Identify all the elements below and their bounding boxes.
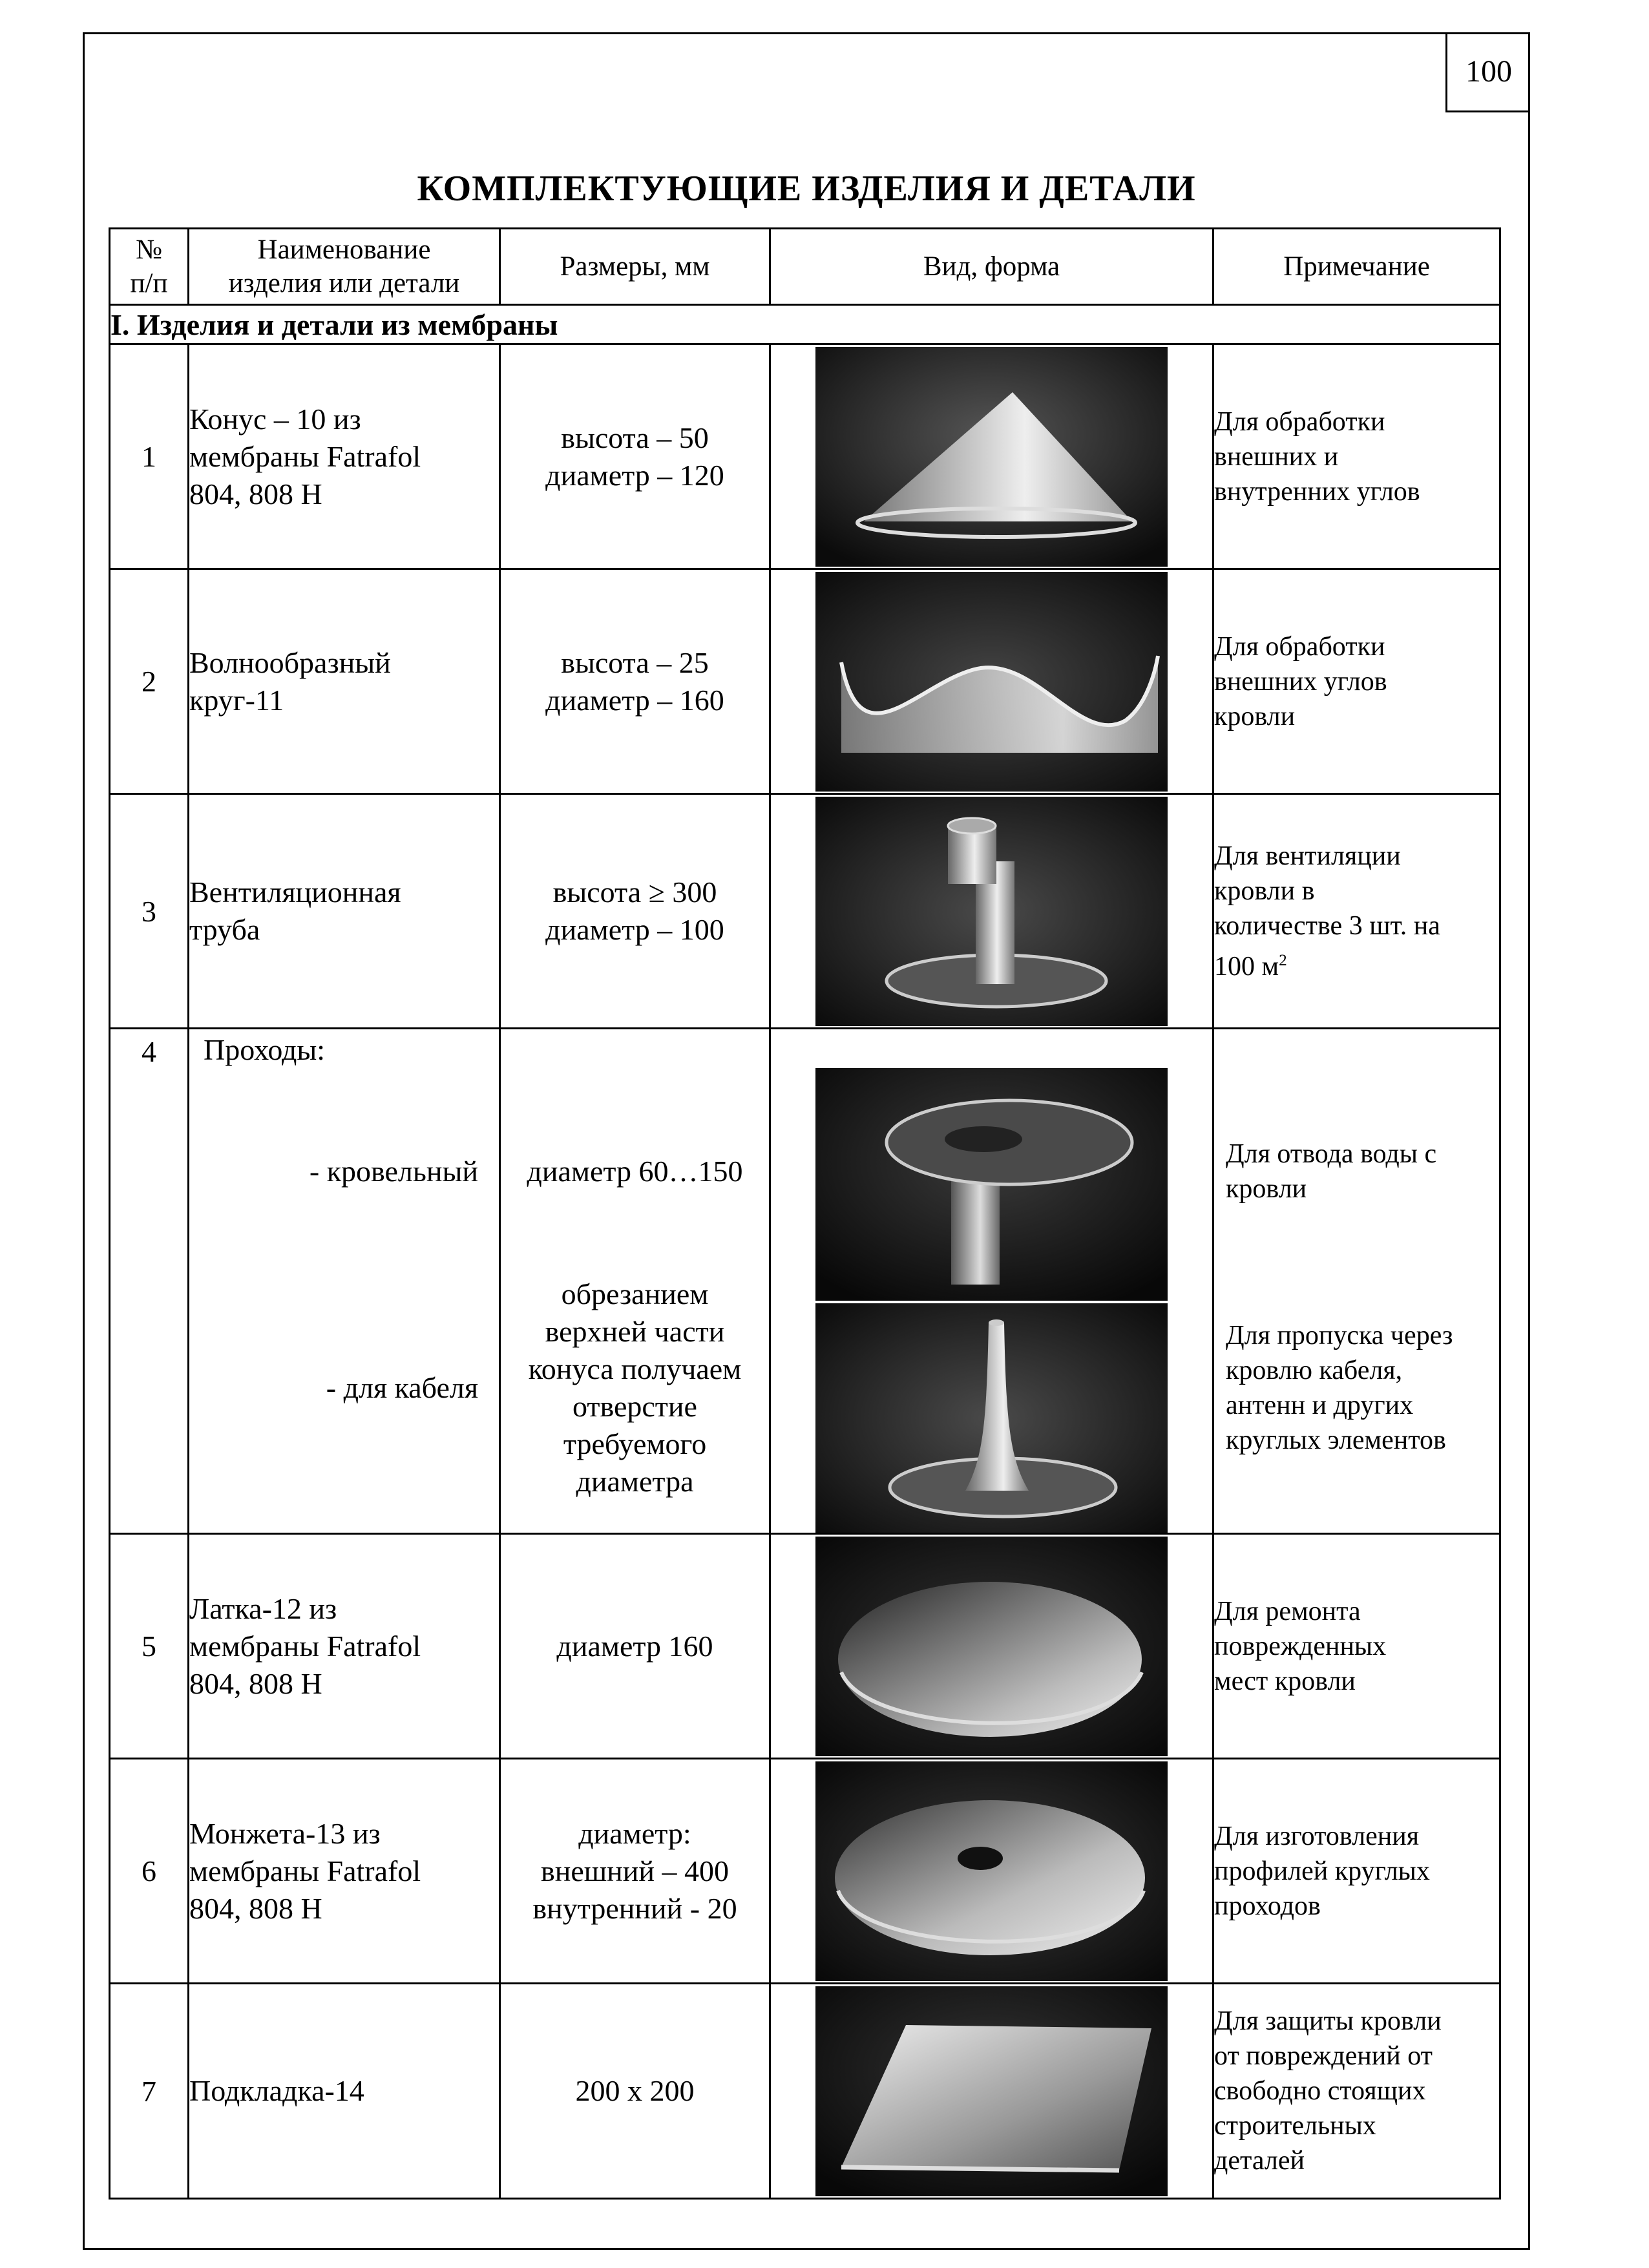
header-note: Примечание: [1213, 229, 1500, 305]
table-row: [110, 569, 1500, 794]
roof-passage-photo: [815, 1068, 1168, 1301]
header-num: № п/п: [110, 229, 189, 305]
wavy-circle-photo: [815, 572, 1168, 792]
page-title: КОМПЛЕКТУЮЩИЕ ИЗДЕЛИЯ И ДЕТАЛИ: [417, 169, 1196, 209]
section-title: I. Изделия и детали из мембраны: [110, 305, 1500, 344]
row-view: [770, 794, 1213, 1029]
row-name: Проходы: - кровельный - для кабеля: [189, 1029, 500, 1534]
header-name: Наименование изделия или детали: [189, 229, 500, 305]
row-name: Конус – 10 из мембраны Fatrafol 804, 808 Н: [189, 344, 500, 569]
patch-photo: [815, 1537, 1168, 1756]
subitem-roof-note: Для отвода воды с кровли: [1226, 1139, 1437, 1204]
subitem-cable-note: Для пропуска через кровлю кабеля, антенн и других круглых элементов: [1226, 1321, 1453, 1455]
row-view: [770, 1534, 1213, 1759]
row-note: Для изготовления профилей круглых проходов: [1213, 1759, 1500, 1984]
row-view: [770, 1759, 1213, 1984]
row-view: [770, 344, 1213, 569]
row-num: 2: [110, 569, 189, 794]
row-num: 5: [110, 1534, 189, 1759]
row-size: высота ≥ 300 диаметр – 100: [500, 794, 770, 1029]
header-size: Размеры, мм: [500, 229, 770, 305]
table-row: [110, 794, 1500, 1029]
row-num: 4: [110, 1029, 189, 1534]
row-size: диаметр: внешний – 400 внутренний - 20: [500, 1759, 770, 1984]
subitem-cable-name: - для кабеля: [326, 1371, 478, 1404]
row-size: [500, 1029, 770, 1534]
cone-photo: [815, 347, 1168, 567]
row-view: [770, 1029, 1213, 1534]
row-name: Латка-12 из мембраны Fatrafol 804, 808 Н: [189, 1534, 500, 1759]
table-row: [110, 1534, 1500, 1759]
table-row: [110, 1029, 1500, 1534]
row-num: 7: [110, 1984, 189, 2199]
cuff-photo: [815, 1761, 1168, 1981]
row-name: Вентиляционная труба: [189, 794, 500, 1029]
subitem-roof-size: диаметр 60…150: [527, 1155, 743, 1188]
row-note: [1213, 1029, 1500, 1534]
header-view: Вид, форма: [770, 229, 1213, 305]
subitem-cable-size: обрезанием верхней части конуса получаем отверстие требуемого диаметра: [528, 1277, 742, 1498]
row-num: 1: [110, 344, 189, 569]
components-table: [109, 227, 1501, 2200]
pad-photo: [815, 1986, 1168, 2196]
subitem-roof-name: - кровельный: [309, 1155, 478, 1188]
row-note: Для обработки внешних углов кровли: [1213, 569, 1500, 794]
table-row: [110, 344, 1500, 569]
row-num: 3: [110, 794, 189, 1029]
row-note: Для ремонта поврежденных мест кровли: [1213, 1534, 1500, 1759]
row-name: Подкладка-14: [189, 1984, 500, 2199]
row-size: 200 х 200: [500, 1984, 770, 2199]
row-note: Для вентиляции кровли в количестве 3 шт. на 100 $м^2$: [1213, 794, 1500, 1029]
row-view: [770, 569, 1213, 794]
row-size: высота – 50 диаметр – 120: [500, 344, 770, 569]
section-row: [110, 305, 1500, 344]
row-size: диаметр 160: [500, 1534, 770, 1759]
table-row: [110, 1759, 1500, 1984]
cable-passage-photo: [815, 1303, 1168, 1533]
row-note: Для обработки внешних и внутренних углов: [1213, 344, 1500, 569]
row-note: Для защиты кровли от повреждений от свободно стоящих строительных деталей: [1213, 1984, 1500, 2199]
row-size: высота – 25 диаметр – 160: [500, 569, 770, 794]
row-num: 6: [110, 1759, 189, 1984]
vent-pipe-photo: [815, 797, 1168, 1026]
row-name: Волнообразный круг-11: [189, 569, 500, 794]
row-name: Монжета-13 из мембраны Fatrafol 804, 808 Н: [189, 1759, 500, 1984]
table-row: [110, 1984, 1500, 2199]
header-row: [110, 229, 1500, 305]
page-number: 100: [1445, 32, 1530, 112]
row-view: [770, 1984, 1213, 2199]
